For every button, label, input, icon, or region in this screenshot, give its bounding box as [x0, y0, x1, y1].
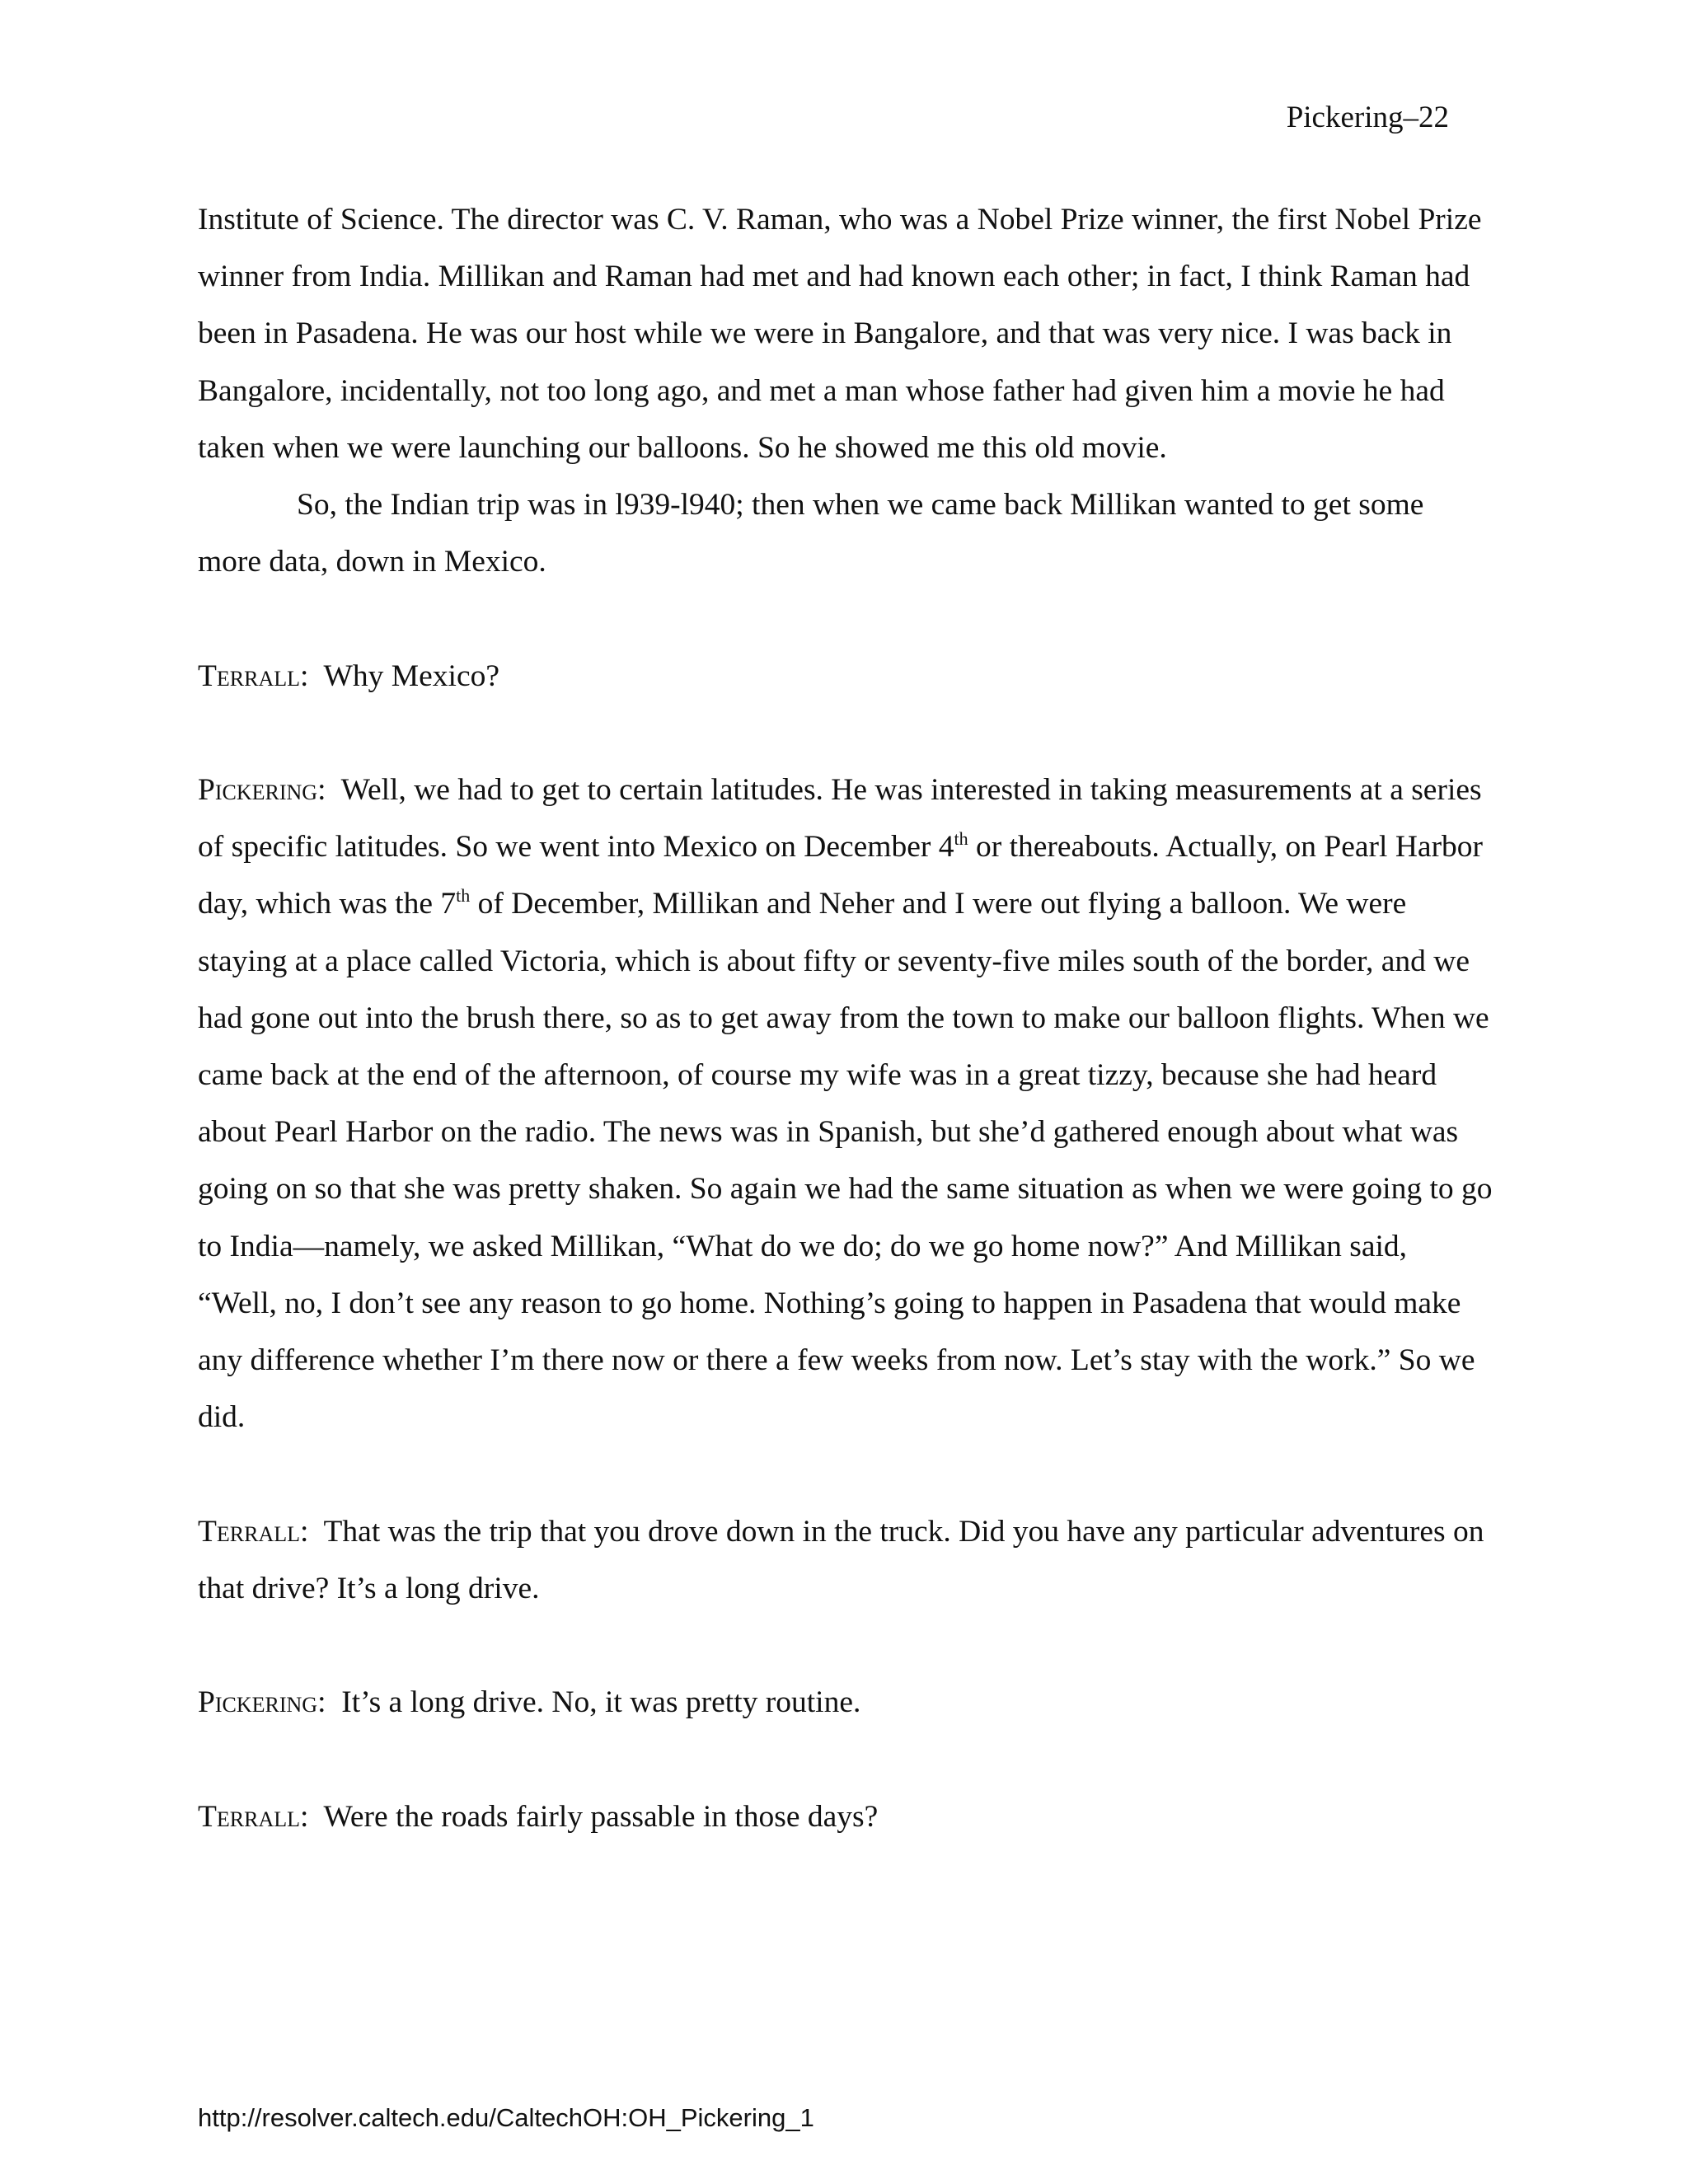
speaker-label: Terrall:	[198, 1799, 309, 1834]
speaker-label: Terrall:	[198, 1514, 309, 1549]
speaker-label: Pickering:	[198, 773, 326, 807]
transcript-body	[198, 191, 1493, 1845]
speech-text: Were the roads fairly passable in those days?	[323, 1799, 879, 1834]
source-url: http://resolver.caltech.edu/CaltechOH:OH_Pickering_1	[198, 2103, 814, 2132]
paragraph: Institute of Science. The director was C. V. Raman, who was a Nobel Prize winner, the first Nobel Prize winner from India. Millikan and Raman had met and had known each other; in fact, I think Raman had been in Pasadena. He was our host while we were in Bangalore, and that was very nice. I was back in Bangalore, incidentally, not too long ago, and met a man whose father had given him a movie he had taken when we were launching our balloons. So he showed me this old movie.	[198, 203, 1482, 465]
speech-text: of December, Millikan and Neher and I were out flying a balloon. We were staying at a place called Victoria, which is about fifty or seventy-five miles south of the border, and we had gone out into the brush there, so as to get away from the town to make our balloon flights. When we came back at the end of the afternoon, of course my wife was in a great tizzy, because she had heard about Pearl Harbor on the radio. The news was in Spanish, but she’d gathered enough about what was going on so that she was pretty shaken. So again we had the same situation as when we were going to go to India—namely, we asked Millikan, “What do we do; do we go home now?” And Millikan said, “Well, no, I don’t see any reason to go home. Nothing’s going to happen in Pasadena that would make any difference whether I’m there now or there a few weeks from now. Let’s stay with the work.” So we did.	[198, 887, 1493, 1435]
dialogue-turn	[198, 762, 1493, 1446]
speech-text: That was the trip that you drove down in the truck. Did you have any particular adventures on that drive? It’s a long drive.	[198, 1514, 1484, 1605]
dialogue-turn	[198, 1503, 1493, 1617]
page-number: Pickering–22	[1286, 101, 1449, 134]
speaker-label: Pickering:	[198, 1685, 326, 1720]
speech-text: or thereabouts. Actually, on Pearl Harbor day, which was the 7	[198, 830, 1484, 921]
dialogue-turn	[198, 648, 1493, 705]
speech-text: Well, we had to get to certain latitudes. He was interested in taking measurements at a series of specific latitudes. So we went into Mexico on December 4	[198, 773, 1482, 865]
ordinal-suffix: th	[456, 885, 471, 907]
speech-text: It’s a long drive. No, it was pretty routine.	[341, 1685, 861, 1720]
speaker-label: Terrall:	[198, 658, 309, 693]
ordinal-suffix: th	[954, 828, 968, 850]
dialogue-turn	[198, 1674, 1493, 1731]
speech-text: Why Mexico?	[323, 658, 499, 693]
dialogue-turn	[198, 1788, 1493, 1845]
paragraph: So, the Indian trip was in l939-l940; then when we came back Millikan wanted to get some more data, down in Mexico.	[198, 488, 1424, 579]
